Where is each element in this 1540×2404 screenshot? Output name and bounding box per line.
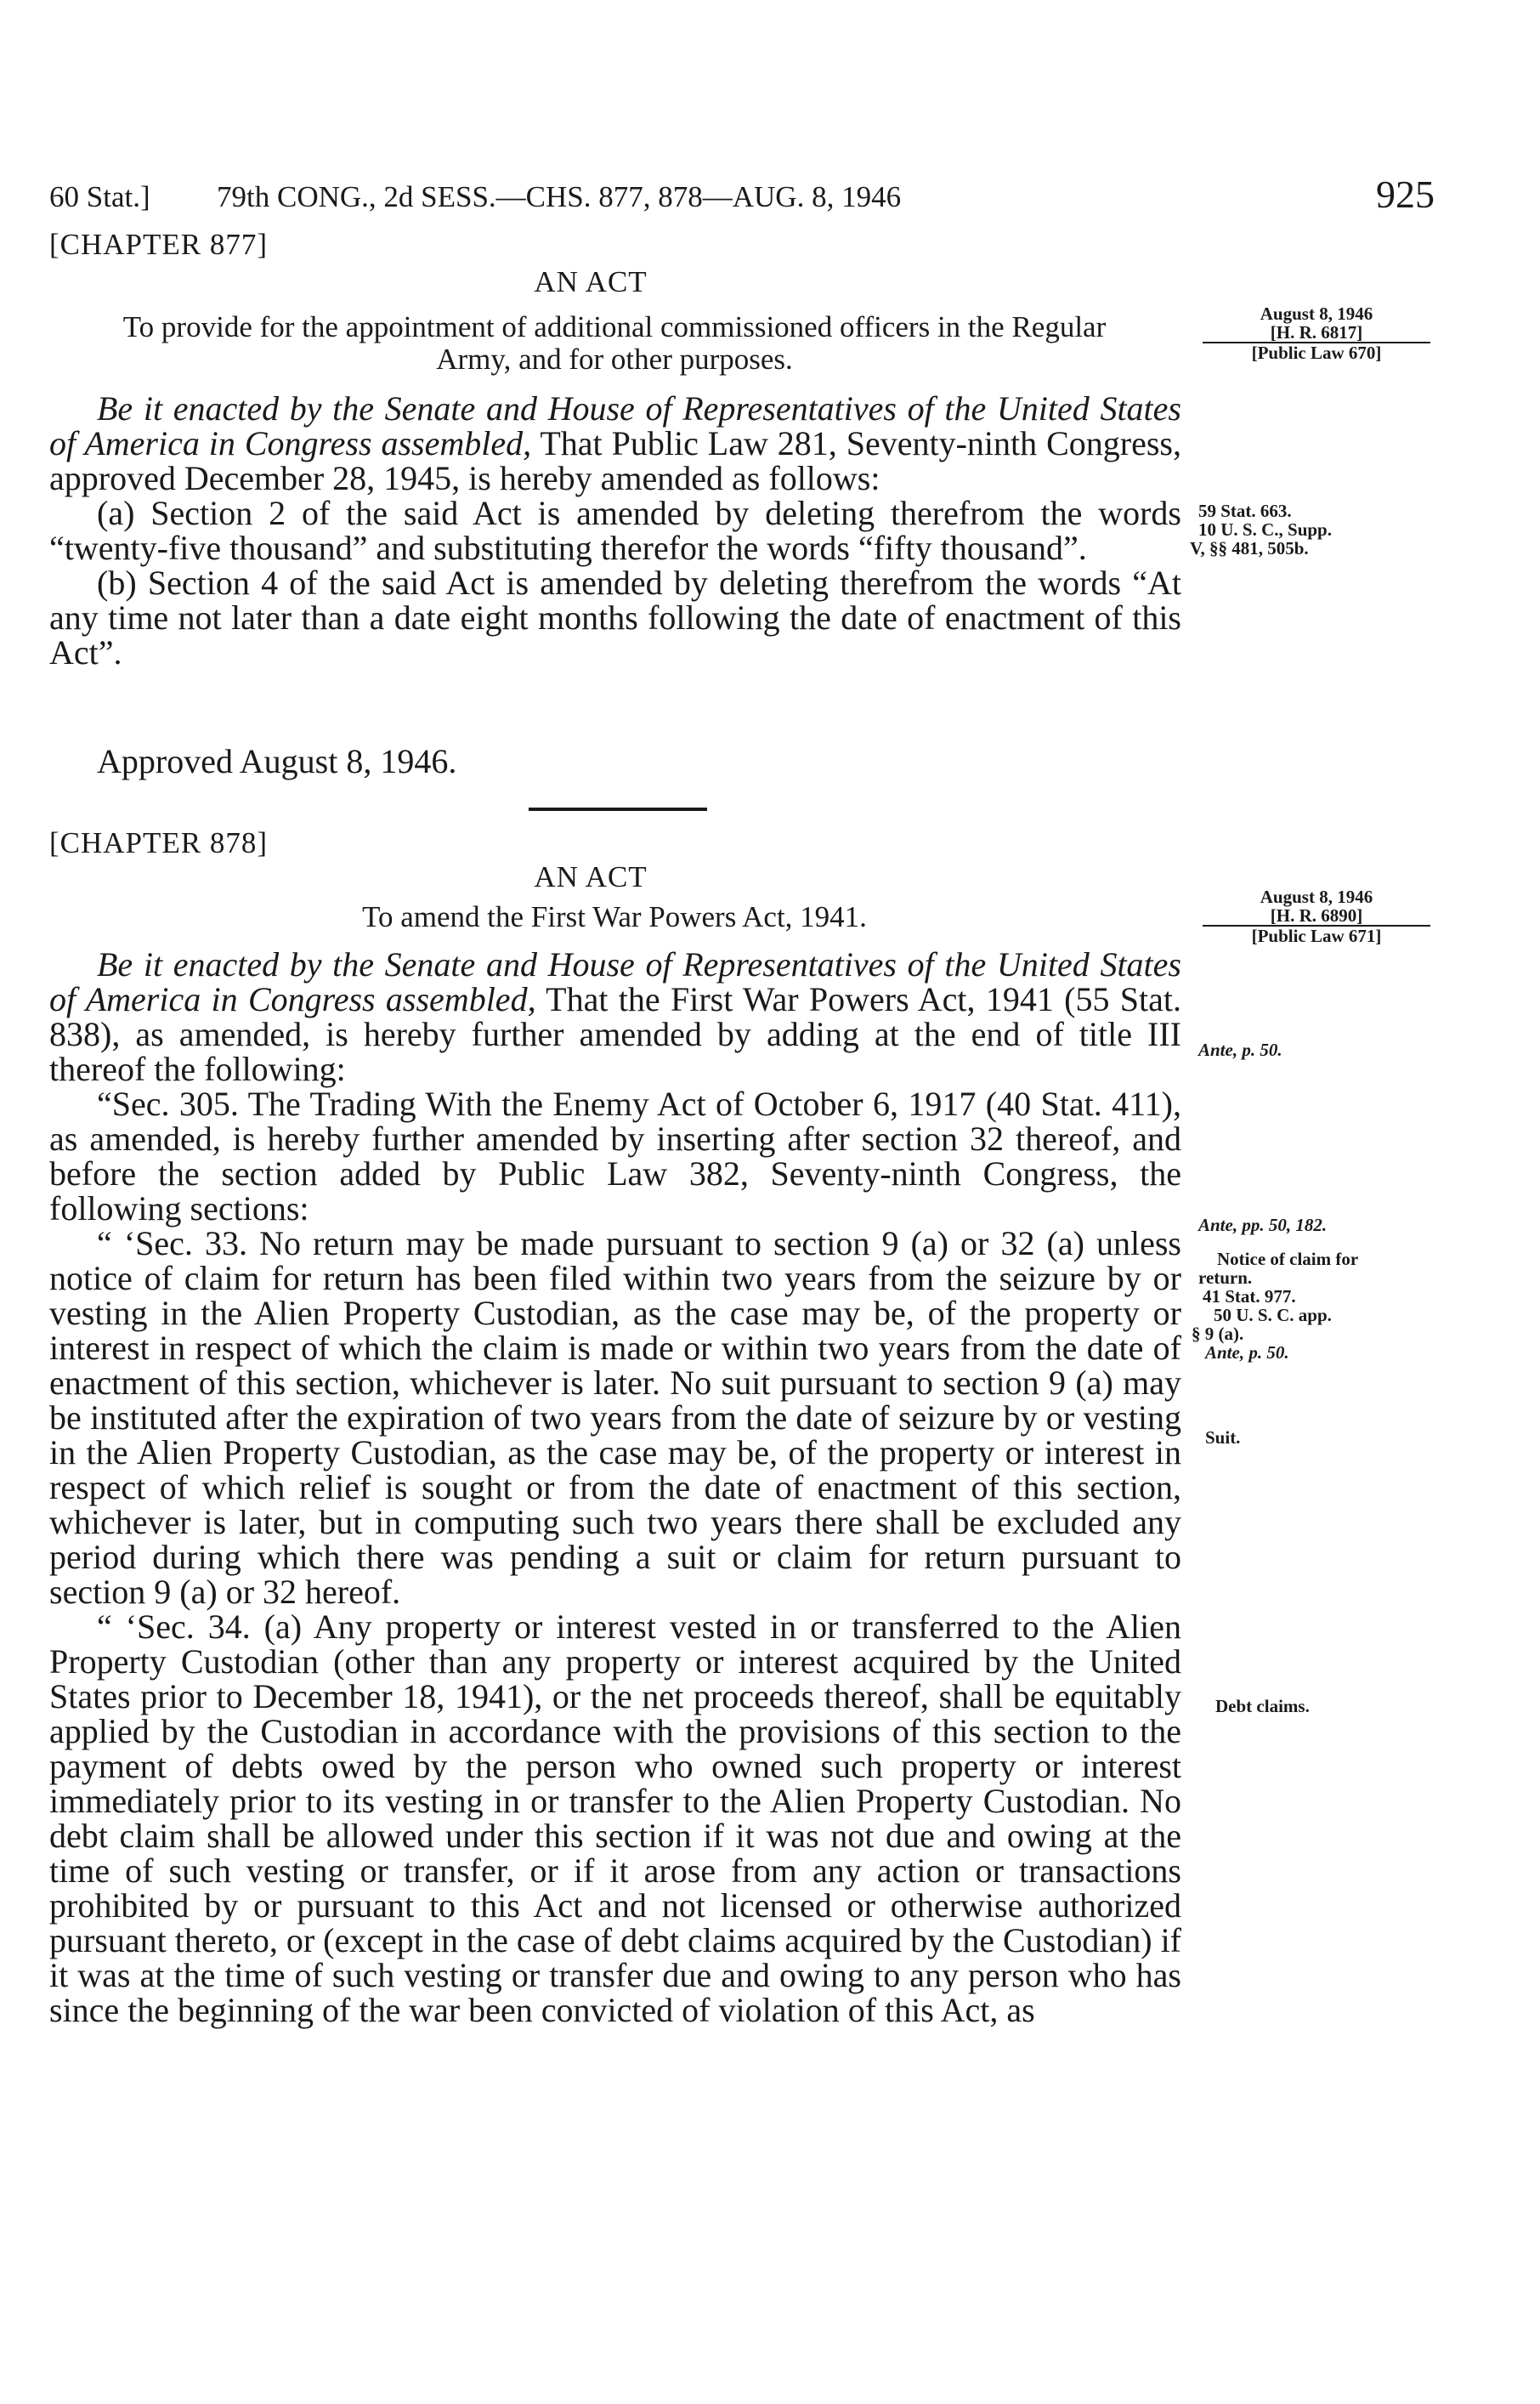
chapter-877-side-pl: [Public Law 670] bbox=[1251, 343, 1382, 363]
chapter-877-body bbox=[49, 391, 1181, 670]
chapter-878-heading: [CHAPTER 878] bbox=[49, 826, 269, 859]
chapter-877-enacting-clause: Be it enacted by the Senate and House of Representatives of the United States of America in Congress assembled, bbox=[49, 389, 1181, 462]
chapter-877-note-sections: V, §§ 481, 505b. bbox=[1190, 538, 1309, 558]
running-header-congress: 79th CONG., 2d SESS.—CHS. 877, 878—AUG. 8, 1946 bbox=[217, 180, 902, 213]
chapter-878-side-info bbox=[1203, 887, 1430, 945]
chapter-878-note-ante-3: Ante, p. 50. bbox=[1205, 1342, 1289, 1363]
chapter-877-purpose bbox=[49, 311, 1180, 376]
page-number: 925 bbox=[1376, 173, 1435, 216]
chapter-878-note-suit: Suit. bbox=[1205, 1427, 1241, 1448]
chapter-878-side-hr: [H. R. 6890] bbox=[1203, 906, 1430, 927]
chapter-878-body bbox=[49, 947, 1181, 2027]
chapter-877-note-usc: 10 U. S. C., Supp. bbox=[1198, 519, 1332, 540]
chapter-877-para-a: (a) Section 2 of the said Act is amended by deleting therefrom the words “twenty-five thousand” and substituting therefor the words “fifty thousand”. bbox=[49, 494, 1181, 567]
chapter-878-purpose: To amend the First War Powers Act, 1941. bbox=[362, 900, 867, 933]
chapter-878-side-date: August 8, 1946 bbox=[1260, 887, 1373, 907]
chapter-877-note-stat: 59 Stat. 663. bbox=[1198, 501, 1292, 521]
chapter-878-note-usc: 50 U. S. C. app. bbox=[1214, 1305, 1332, 1325]
chapter-877-side-hr: [H. R. 6817] bbox=[1203, 323, 1430, 343]
chapter-878-note-notice: Notice of claim for bbox=[1217, 1249, 1359, 1269]
chapter-878-para1: That the First War Powers Act, 1941 (55 Stat. 838), as amended, is hereby further amended by adding at the end of title III thereof the following: bbox=[49, 980, 1181, 1088]
chapter-878-sec34: “ ‘Sec. 34. (a) Any property or interest vested in or transferred to the Alien Property Custodian (other than any property or interest acquired by the United States prior to December 18, 1941), or the net proceeds thereof, shall be equitably applied by the Custodian in accordance with the provisions of this section to the payment of debts owed by the person who owned such property or interest immediately prior to its vesting in or transfer to the Alien Property Custodian. No debt claim shall be allowed under this section if it was not due and owing at the time of such vesting or transfer, or if it arose from any action or transactions prohibited by or pursuant to this Act and not licensed or otherwise authorized pursuant thereto, or (except in the case of debt claims acquired by the Custodian) if it was at the time of such vesting or transfer due and owing to any person who has since the beginning of the war been convicted of violation of this Act, as bbox=[49, 1607, 1181, 2029]
chapter-878-note-ante-1: Ante, p. 50. bbox=[1198, 1040, 1282, 1060]
chapter-878-sec33: “ ‘Sec. 33. No return may be made pursuant to section 9 (a) or 32 (a) unless notice of claim for return has been filed within two years from the seizure by or vesting in the Alien Property Custodian, as the case may be, of the property or interest in respect of which the claim is made or within two years from the date of enactment of this section, whichever is later. No suit pursuant to section 9 (a) may be instituted after the expiration of two years from the date of seizure by or vesting in the Alien Property Custodian, as the case may be, of the property or interest in respect of which relief is sought or from the date of enactment of this section, whichever is later, but in computing such two years there shall be excluded any period during which there was pending a suit or claim for return pursuant to section 9 (a) or 32 hereof. bbox=[49, 1224, 1181, 1611]
running-header-stat: 60 Stat.] bbox=[49, 180, 150, 213]
section-divider bbox=[529, 808, 707, 811]
chapter-878-side-pl: [Public Law 671] bbox=[1251, 926, 1382, 946]
chapter-877-side-date: August 8, 1946 bbox=[1260, 303, 1373, 324]
chapter-878-note-section: § 9 (a). bbox=[1192, 1324, 1244, 1344]
chapter-878-note-return: return. bbox=[1198, 1267, 1253, 1288]
chapter-877-para1: That Public Law 281, Seventy-ninth Congress, approved December 28, 1945, is hereby amended as follows: bbox=[49, 424, 1181, 497]
chapter-878-note-ante-2: Ante, pp. 50, 182. bbox=[1198, 1215, 1328, 1235]
chapter-878-enacting-clause: Be it enacted by the Senate and House of Representatives of the United States of America in Congress assembled, bbox=[49, 945, 1181, 1018]
chapter-877-heading: [CHAPTER 877] bbox=[49, 228, 269, 261]
chapter-878-note-stat: 41 Stat. 977. bbox=[1203, 1286, 1296, 1307]
chapter-877-act-title: AN ACT bbox=[534, 265, 648, 298]
chapter-878-sec305: “Sec. 305. The Trading With the Enemy Act of October 6, 1917 (40 Stat. 411), as amended, is hereby further amended by inserting after section 32 thereof, and before the section added by Public Law 382, Seventy-ninth Congress, the following sections: bbox=[49, 1085, 1181, 1228]
chapter-877-side-info bbox=[1203, 304, 1430, 362]
chapter-877-approved: Approved August 8, 1946. bbox=[97, 742, 457, 780]
chapter-878-act-title: AN ACT bbox=[534, 860, 648, 893]
chapter-877-purpose-line2: Army, and for other purposes. bbox=[436, 343, 793, 376]
chapter-877-para-b: (b) Section 4 of the said Act is amended by deleting therefrom the words “At any time not later than a date eight months following the date of enactment of this Act”. bbox=[49, 564, 1181, 672]
chapter-878-note-debt-claims: Debt claims. bbox=[1215, 1696, 1310, 1716]
chapter-877-purpose-line1: To provide for the appointment of additional commissioned officers in the Regular bbox=[122, 310, 1107, 343]
